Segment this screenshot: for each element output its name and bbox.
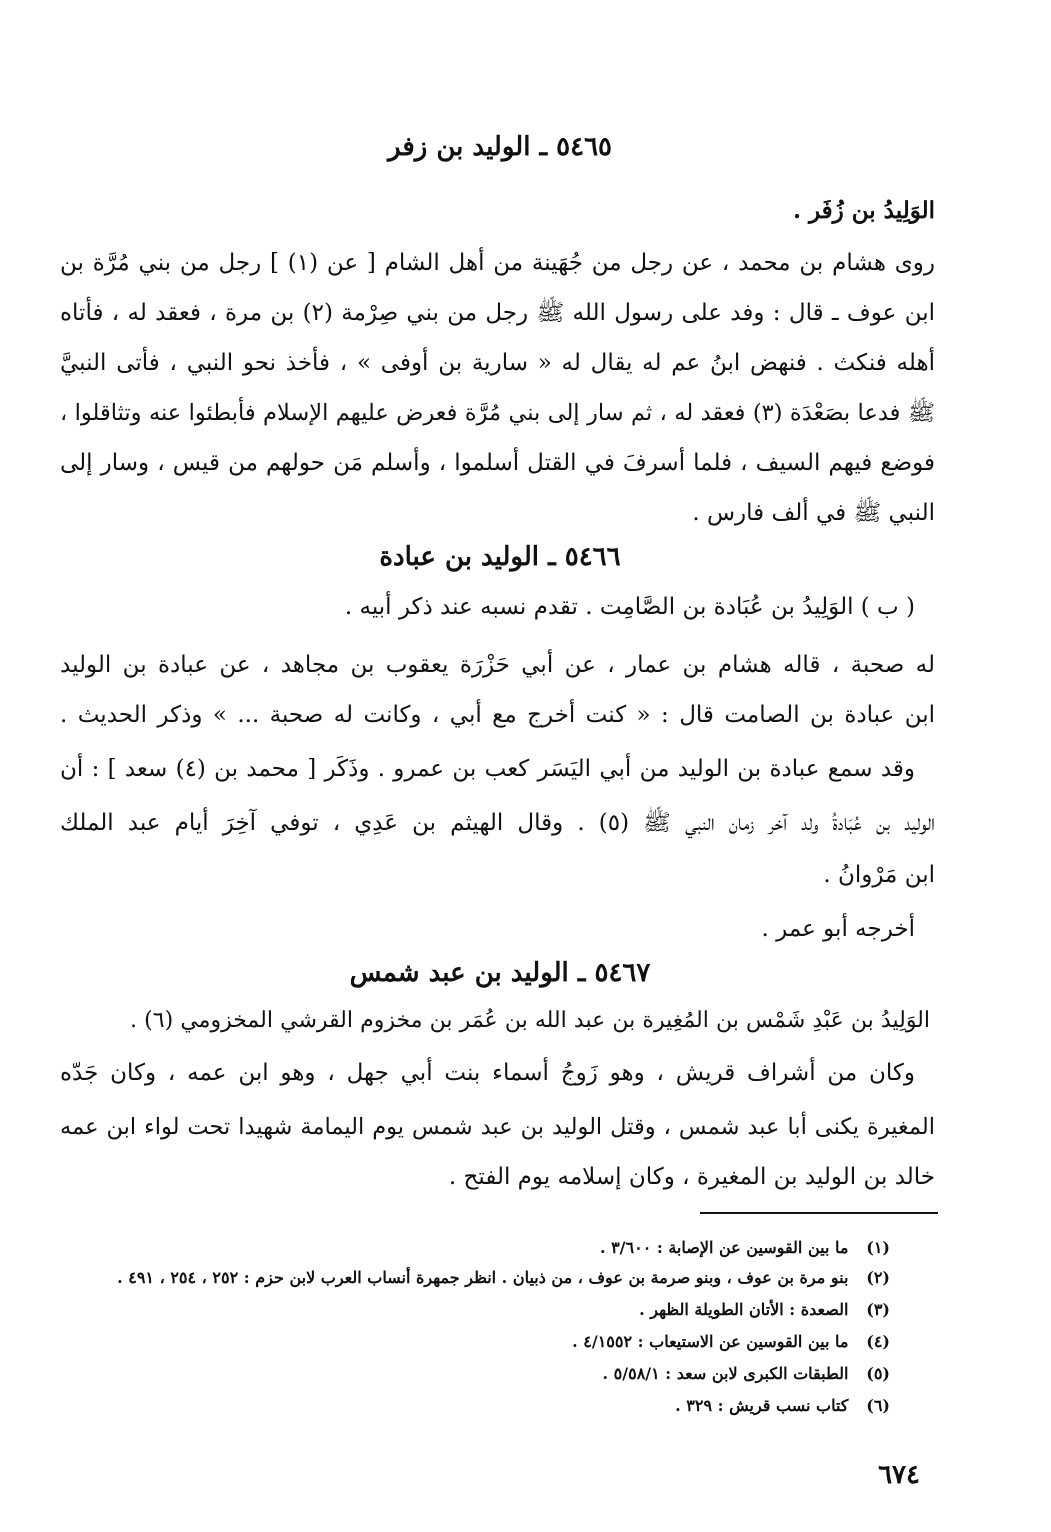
text-line: روى هشام بن محمد ، عن رجل من جُهَينة من أهل الشام [ عن (١) ] رجل من بني مُرَّة بن <box>60 250 935 276</box>
footnote-text: الطبقات الكبرى لابن سعد : ٥/٥٨/١ . <box>602 1364 849 1383</box>
text-line: وقد سمع عبادة بن الوليد من أبي اليَسَر كعب بن عمرو . وذَكَر [ محمد بن (٤) سعد ] : أن <box>60 756 915 782</box>
entry-heading: ٥٤٦٧ ـ الوليد بن عبد شمس <box>349 958 651 988</box>
footnote-number: (٣) <box>866 1300 890 1319</box>
footnote-text: الصعدة : الأتان الطويلة الظهر . <box>639 1300 849 1319</box>
attribution-line: أخرجه أبو عمر . <box>761 916 915 942</box>
text-line: فوضع فيهم السيف ، فلما أسرفَ في القتل أسلموا ، وأسلم مَن حولهم من قيس ، وسار إلى <box>60 450 935 476</box>
text-line: ابن مَرْوانُ . <box>823 862 935 888</box>
text-line: ابن عوف ـ قال : وفد على رسول الله ﷺ رجل من بني صِرْمة (٢) بن مرة ، فعقد له ، فأتاه <box>60 300 935 326</box>
footnote-separator <box>700 1212 938 1214</box>
text-line: المغيرة يكنى أبا عبد شمس ، وقتل الوليد بن عبد شمس يوم اليمامة شهيدا تحت لواء ابن عمه <box>60 1114 935 1140</box>
footnote-text: ما بين القوسين عن الاستيعاب : ٤/١٥٥٢ . <box>572 1332 849 1351</box>
entry-heading: ٥٤٦٥ ـ الوليد بن زفر <box>387 132 613 162</box>
footnote-number: (٦) <box>866 1396 890 1415</box>
text-line: ابن عبادة بن الصامت قال : « كنت أخرج مع أبي ، وكانت له صحبة ... » وذكر الحديث . <box>60 702 935 728</box>
text-line: ﷺ فدعا بصَعْدَة (٣) فعقد له ، ثم سار إلى بني مُرَّة فعرض عليهم الإسلام فأبطئوا عنه وتثاقلوا ، <box>60 400 935 426</box>
text-line: خالد بن الوليد بن المغيرة ، وكان إسلامه يوم الفتح . <box>448 1164 935 1190</box>
footnote-number: (٥) <box>866 1364 890 1383</box>
text-line: الوليد بن عُبَادةُ ولد آخر زمان النبي ﷺ (٥) . وقال الهيثم بن عَدِي ، توفي آخِرَ أيام عبد الملك <box>60 810 935 836</box>
text-line: النبي ﷺ في ألف فارس . <box>692 500 935 526</box>
text-line: أهله فنكث . فنهض ابنُ عم له يقال له « سارية بن أوفى » ، فأخذ نحو النبي ، فأتى النبيَّ <box>60 350 935 376</box>
footnote-number: (٤) <box>866 1332 890 1351</box>
footnote <box>60 1236 890 1260</box>
page-number: ٦٧٤ <box>878 1460 920 1490</box>
footnote-text: كتاب نسب قريش : ٣٢٩ . <box>675 1396 849 1415</box>
text-line: له صحبة ، قاله هشام بن عمار ، عن أبي حَزْرَة يعقوب بن مجاهد ، عن عبادة بن الوليد <box>60 652 935 678</box>
footnote-number: (١) <box>866 1238 890 1257</box>
footnote <box>60 1394 890 1418</box>
footnote-text: ما بين القوسين عن الإصابة : ٣/٦٠٠ . <box>599 1238 849 1257</box>
text-line: وكان من أشراف قريش ، وهو زَوجُ أسماء بنت أبي جهل ، وهو ابن عمه ، وكان جَدّه <box>60 1060 915 1086</box>
entry-name-line: ( ب ) الوَلِيدُ بن عُبَادة بن الصَّامِت . تقدم نسبه عند ذكر أبيه . <box>344 594 915 620</box>
footnote-text: بنو مرة بن عوف ، وبنو صرمة بن عوف ، من ذبيان . انظر جمهرة أنساب العرب لابن حزم : ٢٥٢ ، ٢٥٤ ، ٤٩١ . <box>117 1268 849 1287</box>
entry-name-line: الوَلِيدُ بن عَبْدِ شَمْس بن المُغِيرة بن عبد الله بن عُمَر بن مخزوم القرشي المخزومي (٦) . <box>130 1008 930 1033</box>
entry-heading: ٥٤٦٦ ـ الوليد بن عبادة <box>379 542 621 572</box>
footnote <box>60 1266 890 1290</box>
entry-name-line: الوَلِيدُ بن زُفَر . <box>792 197 935 224</box>
footnote <box>60 1362 890 1386</box>
footnote <box>60 1330 890 1354</box>
footnote <box>60 1298 890 1322</box>
footnote-number: (٢) <box>866 1268 890 1287</box>
